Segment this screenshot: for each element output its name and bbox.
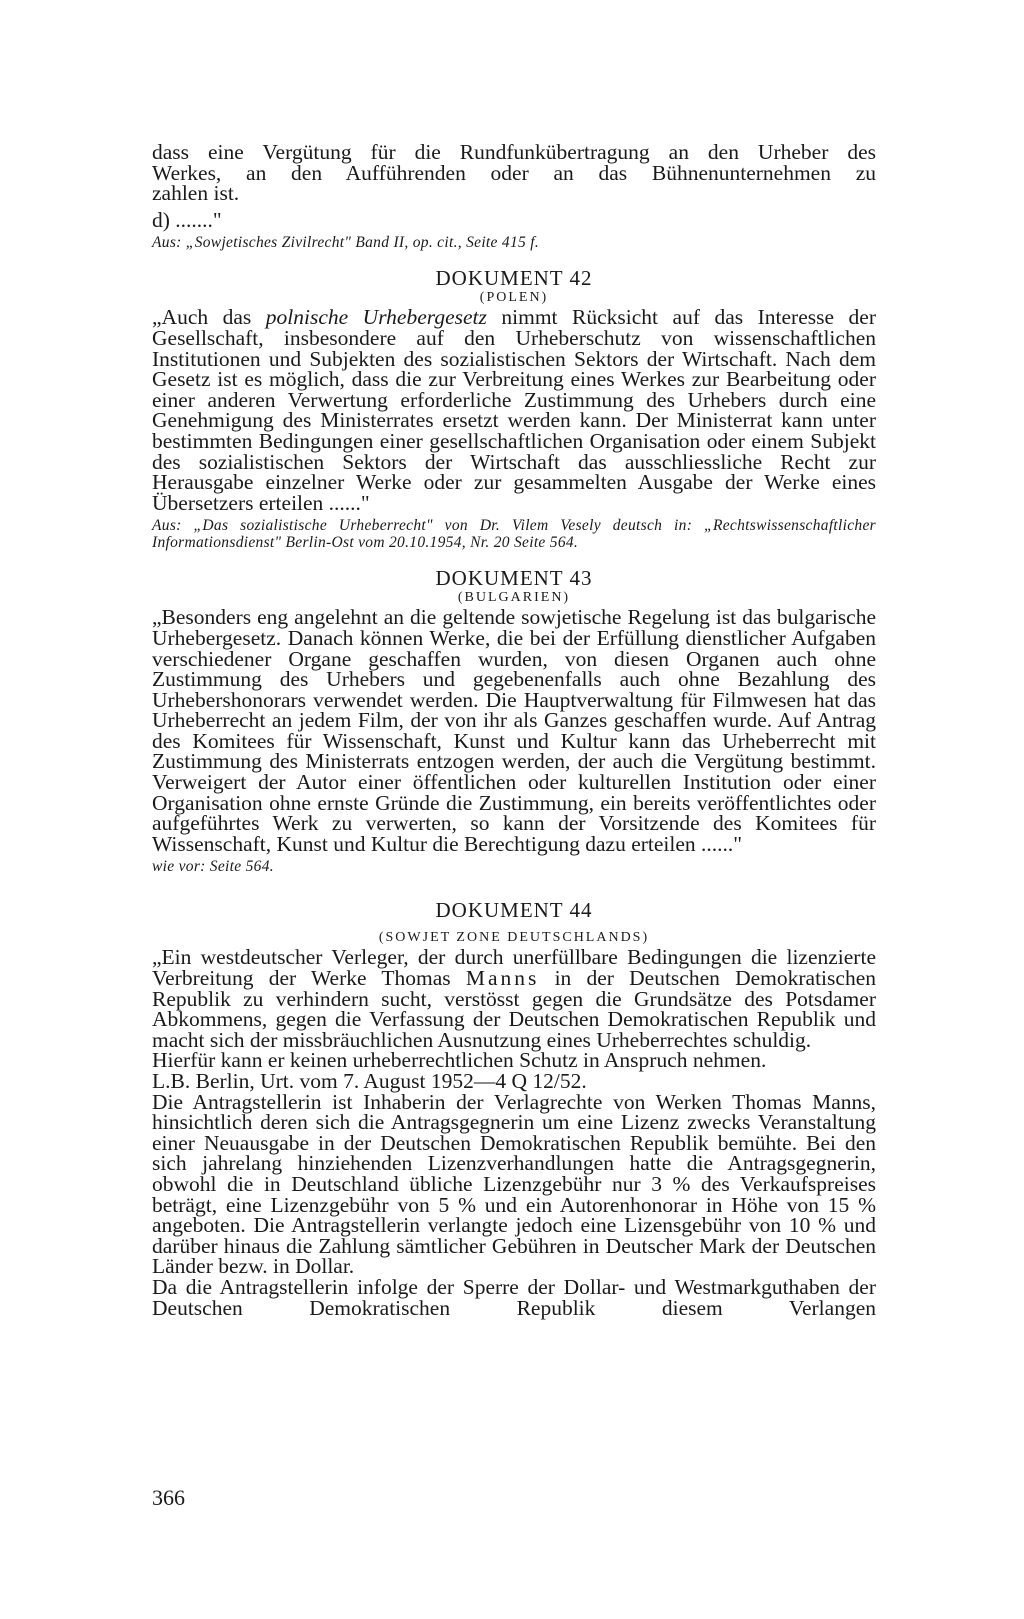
doc44-paragraph-4: Die Antragstellerin ist Inhaberin der Verlagrechte von Werken Thomas Manns, hinsichtlich deren sich die Antragsgegnerin um eine Lizenz zwecks Veranstaltung einer Neuausgabe in der Deutschen Demokratischen Republik bemühte. Bei den sich jahrelang hinziehenden Lizenzverhandlungen hatte die Antragsgegnerin, obwohl die in Deutschland übliche Lizenzgebühr nur 3 % des Verkaufspreises beträgt, eine Lizenzgebühr von 5 % und ein Autorenhonorar in Höhe von 15 % angeboten. Die Antragstellerin verlangte jedoch eine Lizensgebühr von 10 % und darüber hinaus die Zahlung sämtlicher Gebühren in Deutscher Mark der Deutschen Länder bezw. in Dollar. — [152, 1089, 876, 1279]
doc42-rest: nimmt Rücksicht auf das Interesse der Gesellschaft, insbesondere auf den Urheberschutz von wissenschaftlichen Institutionen und Subjekten des sozialistischen Sektors der Wirtschaft. Nach dem Gesetz ist es möglich, dass die zur Verbreitung eines Werkes zur Bearbeitung oder einer anderen Verwertung erforderliche Zustimmung des Urhebers durch eine Genehmigung des Ministerrates ersetzt werden kann. Der Ministerrat kann unter bestimmten Bedingungen einer gesellschaftlichen Organisation oder einem Subjekt des sozialistischen Sektors der Wirtschaft das ausschliessliche Recht zur Herausgabe einzelner Werke oder zur gesammelten Ausgabe der Werke eines Übersetzers erteilen ......" — [152, 305, 876, 515]
doc42-title: DOKUMENT 42 — [435, 266, 593, 291]
doc44-paragraph-3: L.B. Berlin, Urt. vom 7. August 1952—4 Q 12/52. — [152, 1069, 587, 1093]
doc42-text — [152, 307, 876, 513]
doc43-title: DOKUMENT 43 — [435, 566, 593, 591]
doc44-p1-a: „Ein westdeutscher Verleger, der durch unerfüllbare Bedingungen die lizenzierte Verbreitung der Werke Thomas — [152, 945, 876, 991]
doc42-source: Aus: „Das sozialistische Urheberrecht" von Dr. Vilem Vesely deutsch in: „Rechtswissenschaftlicher Informationsdienst" Berlin-Ost vom 20.10.1954, Nr. 20 Seite 564. — [152, 517, 876, 552]
doc43-source: wie vor: Seite 564. — [152, 858, 274, 876]
doc42-lead: „Auch das — [152, 305, 266, 330]
doc44-paragraph-2: Hierfür kann er keinen urheberrechtlichen Schutz in Anspruch nehmen. — [152, 1048, 767, 1073]
doc43-text: „Besonders eng angelehnt an die geltende sowjetische Regelung ist das bulgarische Urhebergesetz. Danach können Werke, die bei der Erfüllung dienstlicher Aufgaben verschiedener Organe geschaffen wurden, von diesen Organen auch ohne Zustimmung des Urhebers und gegebenenfalls auch ohne Bezahlung des Urhebershonorars verwendet werden. Die Hauptverwaltung für Filmwesen hat das Urheberrecht an jedem Film, der von ihr als Ganzes geschaffen wurde. Auf Antrag des Komitees für Wissenschaft, Kunst und Kultur kann das Urheberrecht mit Zustimmung des Ministerrats entzogen werden, der auch die Vergütung bestimmt. Verweigert der Autor einer öffentlichen oder kulturellen Institution oder einer Organisation ohne ernste Gründe die Zustimmung, ein bereits veröffentlichtes oder aufgeführtes Werk zu verwerten, so kann der Vorsitzende des Komitees für Wissenschaft, Kunst und Kultur die Berechtigung dazu erteilen ......" — [152, 605, 876, 856]
doc44-p1-b: in der Deutschen Demokratischen Republik zu verhindern sucht, verstösst gegen die Grundsätze des Potsdamer Abkommens, gegen die Verfassung der Deutschen Demokratischen Republik und macht sich der missbräuchlichen Ausnutzung eines Urheberrechtes schuldig. — [152, 966, 876, 1052]
intro-line-3: zahlen ist. — [152, 181, 240, 206]
doc42-emphasis: polnische Urhebergesetz — [265, 305, 487, 330]
page-content — [152, 142, 876, 1318]
doc44-p1-name: Manns — [465, 966, 540, 991]
intro-source: Aus: „Sowjetisches Zivilrecht" Band II, op. cit., Seite 415 f. — [152, 234, 540, 252]
doc43-subtitle: (BULGARIEN) — [457, 590, 571, 606]
d-line: d) ......." — [152, 207, 222, 232]
intro-line-2: Werkes, an den Aufführenden oder an das Bühnenunternehmen zu — [152, 160, 876, 185]
doc44-paragraph-5: Da die Antragstellerin infolge der Sperre der Dollar- und Westmarkguthaben der Deutschen Demokratischen Republik diesem Verlangen — [152, 1274, 876, 1320]
page-number: 366 — [152, 1485, 185, 1510]
doc44-paragraph-1 — [152, 947, 876, 1050]
doc44-title: DOKUMENT 44 — [435, 898, 593, 923]
intro-line-1: dass eine Vergütung für die Rundfunkübertragung an den Urheber des — [152, 140, 876, 164]
doc42-subtitle: (POLEN) — [479, 290, 549, 306]
doc44-subtitle: (SOWJET ZONE DEUTSCHLANDS) — [378, 930, 650, 946]
